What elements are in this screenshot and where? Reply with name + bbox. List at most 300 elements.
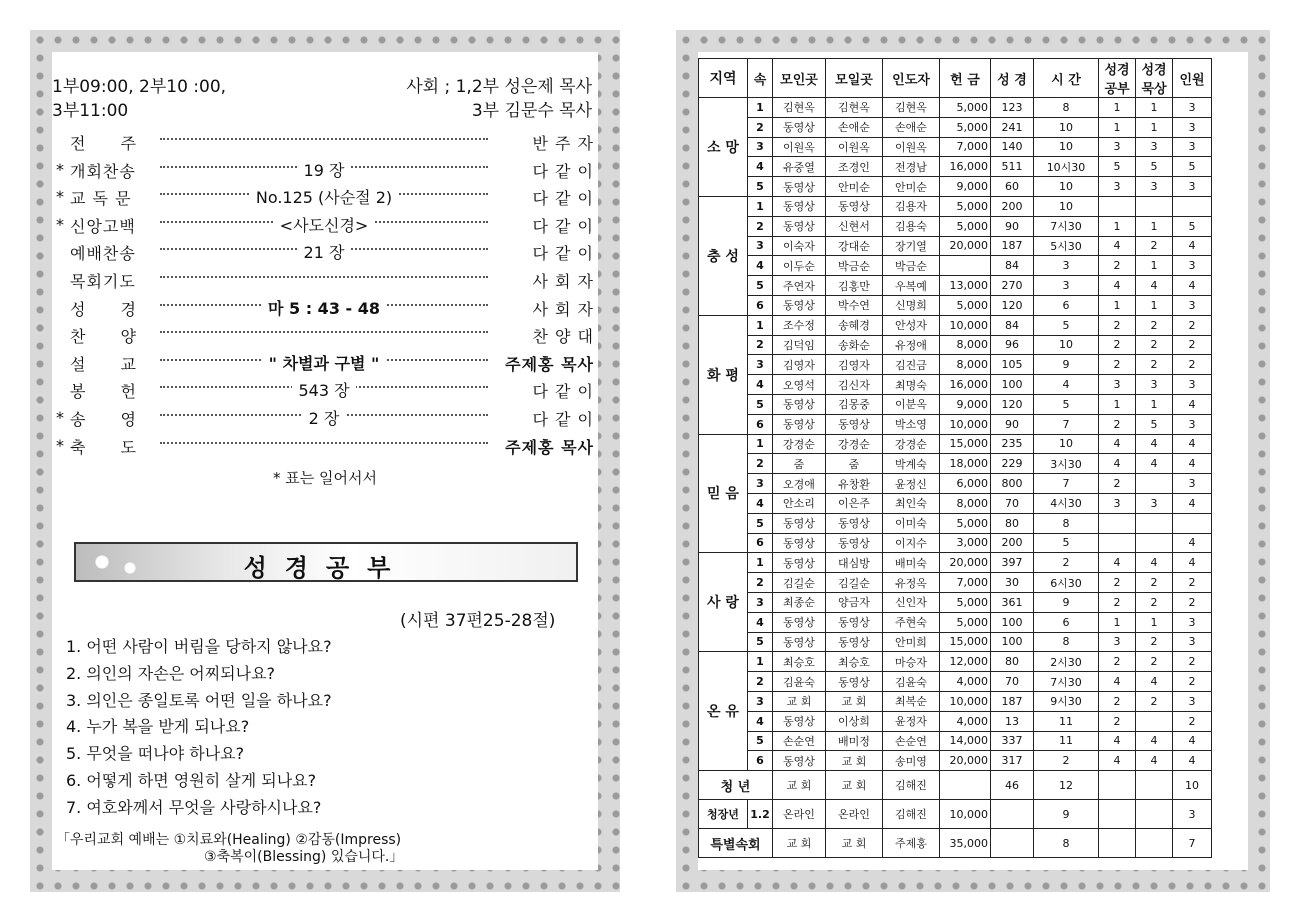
table-cell: 5 [1034, 533, 1099, 553]
table-cell: 1 [1136, 394, 1173, 414]
order-item-leader: 다 같 이 [532, 189, 594, 209]
table-cell: 2 [1099, 315, 1136, 335]
table-cell: 김윤숙 [883, 672, 940, 692]
table-cell: 3 [1173, 98, 1212, 118]
table-cell: 4 [1173, 751, 1212, 771]
table-cell: 김용자 [883, 196, 940, 216]
table-cell: 3 [1173, 137, 1212, 157]
worship-order-item [52, 266, 598, 294]
table-cell: 3 [1173, 295, 1212, 315]
study-question: 3. 의인은 종일토록 어떤 일을 하나요? [66, 690, 332, 710]
table-row [699, 137, 1212, 157]
table-cell: 유정애 [883, 335, 940, 355]
table-cell: 4 [1136, 276, 1173, 296]
table-row [699, 652, 1212, 672]
group-number: 1 [748, 652, 773, 672]
table-row [699, 553, 1212, 573]
table-cell: 2 [1136, 355, 1173, 375]
table-cell [1136, 513, 1173, 533]
table-cell: 동영상 [773, 414, 826, 434]
table-cell: 2 [1099, 711, 1136, 731]
table-cell: 100 [991, 632, 1034, 652]
table-cell: 20,000 [940, 553, 991, 573]
table-cell: 동영상 [773, 216, 826, 236]
group-number: 1 [748, 315, 773, 335]
table-cell: 주현숙 [883, 612, 940, 632]
table-cell: 8 [1034, 632, 1099, 652]
region-name: 충 성 [699, 196, 748, 315]
table-cell: 4 [1099, 751, 1136, 771]
table-row [699, 612, 1212, 632]
table-cell: 송혜경 [826, 315, 883, 335]
group-number: 4 [748, 256, 773, 276]
order-item-detail: No.125 (사순절 2) [160, 185, 488, 208]
worship-order-item [52, 404, 598, 432]
group-number: 4 [748, 375, 773, 395]
table-cell: 2 [1099, 335, 1136, 355]
table-cell: 2 [1136, 573, 1173, 593]
table-cell: 4 [1173, 434, 1212, 454]
table-cell: 4 [1136, 454, 1173, 474]
table-cell: 3 [1173, 800, 1212, 829]
column-header: 모인곳 [773, 59, 826, 98]
table-cell: 신인자 [883, 592, 940, 612]
table-cell: 4 [1173, 394, 1212, 414]
worship-order-item [52, 238, 598, 266]
order-item-leader: 다 같 이 [532, 161, 594, 181]
order-item-leader: 사 회 자 [532, 299, 594, 319]
table-cell [940, 771, 991, 800]
table-cell: 2 [1173, 335, 1212, 355]
table-cell: 140 [991, 137, 1034, 157]
table-cell: 270 [991, 276, 1034, 296]
order-item-detail: 543 장 [160, 378, 488, 401]
table-cell: 2 [1099, 355, 1136, 375]
column-header: 성경공부 [1099, 59, 1136, 98]
table-cell: 7 [1173, 829, 1212, 858]
group-number: 4 [748, 711, 773, 731]
order-item-leader: 다 같 이 [532, 382, 594, 402]
table-cell: 14,000 [940, 731, 991, 751]
table-cell: 박수연 [826, 295, 883, 315]
group-number: 3 [748, 592, 773, 612]
table-cell: 10 [1034, 117, 1099, 137]
table-row [699, 829, 1212, 858]
table-cell: 235 [991, 434, 1034, 454]
table-cell: 3 [1173, 256, 1212, 276]
table-cell: 7시30 [1034, 216, 1099, 236]
table-cell [1136, 771, 1173, 800]
table-cell: 2 [1136, 236, 1173, 256]
table-cell: 동영상 [826, 513, 883, 533]
table-cell: 10,000 [940, 315, 991, 335]
table-cell: 김신자 [826, 375, 883, 395]
table-cell: 1 [1099, 117, 1136, 137]
table-cell: 조수정 [773, 315, 826, 335]
table-cell: 3 [1136, 177, 1173, 197]
table-cell: 35,000 [940, 829, 991, 858]
table-cell: 윤정자 [883, 711, 940, 731]
table-row [699, 454, 1212, 474]
table-cell: 최승호 [773, 652, 826, 672]
table-cell: 5 [1173, 157, 1212, 177]
table-cell: 5 [1034, 394, 1099, 414]
table-row [699, 434, 1212, 454]
group-number: 4 [748, 157, 773, 177]
table-cell: 2 [1173, 592, 1212, 612]
table-cell: 60 [991, 177, 1034, 197]
table-cell: 이원옥 [773, 137, 826, 157]
order-item-name: 개회찬송 [70, 161, 136, 181]
table-row [699, 276, 1212, 296]
table-cell [1136, 533, 1173, 553]
table-cell: 동영상 [773, 117, 826, 137]
table-cell: 송화순 [826, 335, 883, 355]
table-cell: 6 [1034, 295, 1099, 315]
table-cell: 4 [1099, 454, 1136, 474]
bible-study-banner [74, 542, 578, 582]
table-cell: 2 [1136, 315, 1173, 335]
order-item-detail: 21 장 [160, 240, 488, 263]
table-cell: 15,000 [940, 632, 991, 652]
table-row [699, 157, 1212, 177]
table-cell [1136, 829, 1173, 858]
table-cell: 2 [1136, 632, 1173, 652]
worship-order-item [52, 432, 598, 460]
table-cell: 1 [1136, 117, 1173, 137]
service-times-line2: 3부11:00 [52, 101, 129, 121]
order-item-name: 신앙고백 [70, 216, 136, 236]
table-cell: 2 [1173, 355, 1212, 375]
table-cell: 3 [1173, 117, 1212, 137]
group-number: 5 [748, 513, 773, 533]
table-cell: 3 [1099, 137, 1136, 157]
table-cell: 5 [1173, 216, 1212, 236]
study-question: 7. 여호와께서 무엇을 사랑하시나요? [66, 797, 322, 817]
table-cell: 박계숙 [883, 454, 940, 474]
table-cell: 3 [1173, 177, 1212, 197]
table-cell: 4 [1099, 731, 1136, 751]
table-cell: 13,000 [940, 276, 991, 296]
table-cell: 박소영 [883, 414, 940, 434]
group-number: 1 [748, 553, 773, 573]
table-cell: 2 [1173, 652, 1212, 672]
table-cell: 3 [1136, 375, 1173, 395]
table-cell: 최명숙 [883, 375, 940, 395]
group-number: 3 [748, 474, 773, 494]
table-cell: 9,000 [940, 177, 991, 197]
table-cell: 8 [1034, 513, 1099, 533]
worship-order-item [52, 128, 598, 156]
table-cell: 3 [1099, 375, 1136, 395]
table-cell: 12,000 [940, 652, 991, 672]
table-cell: 동영상 [826, 196, 883, 216]
table-cell: 2 [1173, 315, 1212, 335]
table-cell: 동영상 [773, 394, 826, 414]
table-cell: 박금순 [883, 256, 940, 276]
table-cell: 손애순 [883, 117, 940, 137]
table-cell: 배미숙 [883, 553, 940, 573]
table-cell: 김길순 [826, 573, 883, 593]
table-cell: 4 [1173, 533, 1212, 553]
table-row [699, 632, 1212, 652]
table-cell: 6 [1034, 612, 1099, 632]
table-cell: 4,000 [940, 672, 991, 692]
table-cell: 30 [991, 573, 1034, 593]
table-cell: 이원옥 [883, 137, 940, 157]
table-cell: 교 회 [773, 829, 826, 858]
table-cell: 유창환 [826, 474, 883, 494]
table-row [699, 771, 1212, 800]
group-number: 1 [748, 196, 773, 216]
table-cell: 8 [1034, 829, 1099, 858]
column-header: 인원 [1173, 59, 1212, 98]
table-cell: 2시30 [1034, 652, 1099, 672]
table-cell: 12 [1034, 771, 1099, 800]
table-cell: 2 [1136, 691, 1173, 711]
table-cell: 9시30 [1034, 691, 1099, 711]
table-cell [1136, 474, 1173, 494]
table-cell: 3 [1099, 177, 1136, 197]
table-cell [1099, 533, 1136, 553]
order-item-name: 예배찬송 [70, 244, 136, 264]
table-row [699, 98, 1212, 118]
presider-line1: 사회 ; 1,2부 성은제 목사 [406, 77, 592, 97]
table-cell: 박금순 [826, 256, 883, 276]
table-cell: 4 [1034, 375, 1099, 395]
table-row [699, 295, 1212, 315]
region-name: 온 유 [699, 652, 748, 771]
table-cell: 16,000 [940, 157, 991, 177]
table-cell: 4 [1173, 731, 1212, 751]
group-number: 4 [748, 493, 773, 513]
region-name: 청장년 [699, 800, 748, 829]
group-number: 1 [748, 98, 773, 118]
table-cell: 2 [1099, 256, 1136, 276]
table-cell: 3 [1136, 137, 1173, 157]
table-cell: 4 [1173, 276, 1212, 296]
group-number: 5 [748, 394, 773, 414]
table-cell: 2 [1136, 652, 1173, 672]
table-cell: 4 [1136, 553, 1173, 573]
table-cell: 최종순 [773, 592, 826, 612]
table-cell: 90 [991, 216, 1034, 236]
table-cell: 96 [991, 335, 1034, 355]
table-cell: 교 회 [773, 691, 826, 711]
table-cell: 이두순 [773, 256, 826, 276]
column-header: 성 경 [991, 59, 1034, 98]
church-motto-line2: ③축복이(Blessing) 있습니다.」 [204, 849, 404, 865]
table-cell: 3 [1173, 612, 1212, 632]
order-item-name: 봉 헌 [70, 382, 137, 402]
table-row [699, 711, 1212, 731]
table-cell: 김영자 [826, 355, 883, 375]
table-cell: 동영상 [773, 513, 826, 533]
table-cell: 1 [1136, 612, 1173, 632]
table-cell: 6시30 [1034, 573, 1099, 593]
table-row [699, 691, 1212, 711]
table-row [699, 315, 1212, 335]
table-cell: 5 [1136, 414, 1173, 434]
table-cell: 김영자 [773, 355, 826, 375]
table-cell: 김길순 [773, 573, 826, 593]
table-cell: 4 [1173, 553, 1212, 573]
table-cell: 교 회 [826, 771, 883, 800]
table-cell: 105 [991, 355, 1034, 375]
table-cell [1136, 711, 1173, 731]
table-cell: 2 [1099, 474, 1136, 494]
table-cell: 200 [991, 196, 1034, 216]
table-cell: 5시30 [1034, 236, 1099, 256]
order-item-name: 전 주 [70, 134, 137, 153]
standing-note: * 표는 일어서서 [273, 469, 377, 487]
table-cell: 강경순 [826, 434, 883, 454]
table-cell [1099, 513, 1136, 533]
table-cell: 강대순 [826, 236, 883, 256]
table-cell: 2 [1136, 335, 1173, 355]
order-item-name: 송 영 [70, 410, 137, 429]
group-number: 3 [748, 236, 773, 256]
table-cell: 오경애 [773, 474, 826, 494]
table-cell: 5,000 [940, 216, 991, 236]
table-cell [940, 256, 991, 276]
table-cell: 2 [1034, 553, 1099, 573]
table-cell: 강경순 [883, 434, 940, 454]
table-cell: 안미순 [826, 177, 883, 197]
table-cell: 5,000 [940, 592, 991, 612]
table-cell: 마승자 [883, 652, 940, 672]
table-cell: 유중열 [773, 157, 826, 177]
order-item-name: 성 경 [70, 299, 137, 319]
table-cell: 교 회 [773, 771, 826, 800]
table-cell: 10 [1034, 434, 1099, 454]
table-cell: 동영상 [773, 533, 826, 553]
table-row [699, 177, 1212, 197]
table-cell: 10 [1034, 335, 1099, 355]
table-cell: 1 [1099, 295, 1136, 315]
study-reference: (시편 37편25-28절) [400, 611, 556, 631]
group-number: 6 [748, 295, 773, 315]
table-cell: 8,000 [940, 493, 991, 513]
table-cell: 3 [1173, 375, 1212, 395]
study-question: 6. 어떻게 하면 영원히 살게 되나요? [66, 771, 317, 790]
table-cell: 동영상 [773, 751, 826, 771]
table-cell: 교 회 [826, 691, 883, 711]
order-item-name: 축 도 [70, 437, 137, 457]
table-cell: 동영상 [773, 632, 826, 652]
table-cell: 84 [991, 256, 1034, 276]
table-cell: 4 [1173, 493, 1212, 513]
order-item-name: 교 독 문 [70, 189, 132, 209]
table-cell: 4 [1099, 553, 1136, 573]
table-cell: 온라인 [826, 800, 883, 829]
table-row [699, 573, 1212, 593]
table-cell: 5,000 [940, 295, 991, 315]
group-number: 6 [748, 414, 773, 434]
table-cell: 안미순 [883, 177, 940, 197]
table-cell: 5,000 [940, 612, 991, 632]
table-cell: 4 [1136, 731, 1173, 751]
table-cell: 손순연 [773, 731, 826, 751]
table-cell: 김해진 [883, 771, 940, 800]
table-cell: 줌 [826, 454, 883, 474]
table-cell: 손순연 [883, 731, 940, 751]
table-cell: 오영석 [773, 375, 826, 395]
table-row [699, 117, 1212, 137]
dotted-leader [160, 331, 488, 333]
table-cell: 7,000 [940, 137, 991, 157]
table-row [699, 355, 1212, 375]
attendance-table [698, 58, 1212, 858]
dotted-leader [160, 138, 488, 140]
worship-order-item [52, 321, 598, 349]
region-name: 청 년 [699, 771, 773, 800]
table-cell: 5,000 [940, 196, 991, 216]
table-cell: 동영상 [773, 612, 826, 632]
worship-order-item [52, 349, 598, 377]
table-cell: 2 [1173, 711, 1212, 731]
table-row [699, 236, 1212, 256]
table-cell: 200 [991, 533, 1034, 553]
table-cell: 5,000 [940, 117, 991, 137]
table-row [699, 672, 1212, 692]
table-cell: 이분옥 [883, 394, 940, 414]
worship-order-item [52, 183, 598, 211]
table-cell [1136, 800, 1173, 829]
study-question: 2. 의인의 자손은 어찌되나요? [66, 663, 276, 683]
table-cell: 동영상 [826, 533, 883, 553]
table-cell: 송미영 [883, 751, 940, 771]
order-item-name: 찬 양 [70, 327, 137, 347]
table-cell: 1 [1099, 612, 1136, 632]
table-row [699, 335, 1212, 355]
group-number: 5 [748, 177, 773, 197]
table-cell: 10 [1034, 137, 1099, 157]
table-cell: 동영상 [773, 553, 826, 573]
table-cell: 4 [1136, 751, 1173, 771]
column-header: 헌 금 [940, 59, 991, 98]
order-item-leader: 사 회 자 [532, 272, 594, 291]
table-row [699, 493, 1212, 513]
group-number: 6 [748, 533, 773, 553]
table-cell: 5 [1099, 157, 1136, 177]
table-row [699, 216, 1212, 236]
column-header: 지역 [699, 59, 748, 98]
table-cell: 1 [1136, 256, 1173, 276]
table-cell: 손애순 [826, 117, 883, 137]
table-cell: 동영상 [773, 295, 826, 315]
table-cell: 이원옥 [826, 137, 883, 157]
order-item-leader: 주제홍 목사 [505, 354, 594, 374]
group-number: 4 [748, 612, 773, 632]
table-cell: 10시30 [1034, 157, 1099, 177]
table-row [699, 414, 1212, 434]
table-cell: 2 [1099, 691, 1136, 711]
order-item-name: 설 교 [70, 354, 137, 374]
table-cell: 안성자 [883, 315, 940, 335]
table-cell: 10 [1034, 177, 1099, 197]
table-cell: 1 [1136, 295, 1173, 315]
table-cell: 9 [1034, 800, 1099, 829]
table-cell: 신명희 [883, 295, 940, 315]
bible-study-title: 성경공부 [243, 554, 409, 582]
table-cell: 2 [1173, 672, 1212, 692]
worship-order-item [52, 211, 598, 239]
table-cell: 337 [991, 731, 1034, 751]
region-name: 믿 음 [699, 434, 748, 553]
order-item-leader: 다 같 이 [532, 216, 594, 236]
table-row [699, 256, 1212, 276]
